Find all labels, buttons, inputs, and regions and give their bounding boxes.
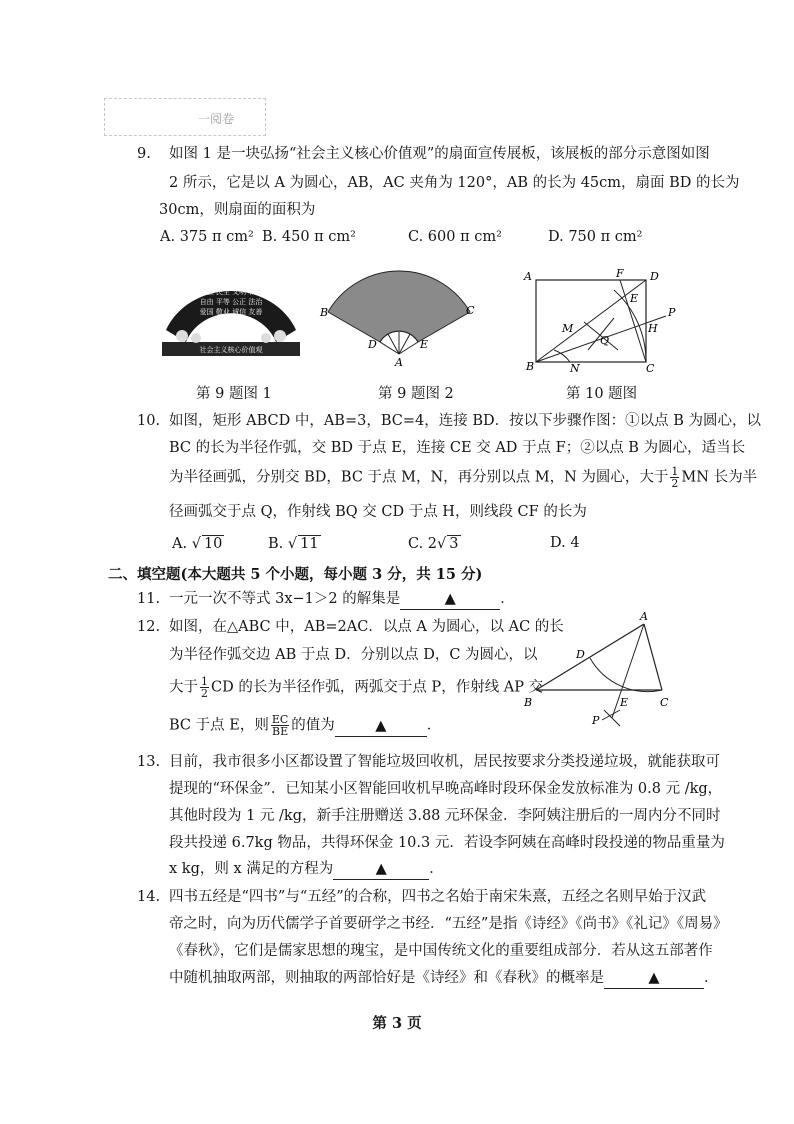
q10-fraction: $\frac{1}{2}$ xyxy=(671,465,679,490)
q12-label-a: A xyxy=(640,610,648,623)
q10-option-d: D. 4 xyxy=(550,535,580,551)
q14-line-2: 帝之时，向为历代儒学子首要研学之书经．“五经”是指《诗经》《尚书》《礼记》《周易》 xyxy=(169,916,728,932)
q9-line-2: 2 所示，它是以 A 为圆心，AB，AC 夹角为 120°，AB 的长为 45cm，扇面 BD 的长为 xyxy=(169,175,740,191)
fig1-banner: 社会主义核心价值观 xyxy=(199,346,263,354)
svg-text:A: A xyxy=(395,356,403,368)
q11-line: 11. 一元一次不等式 3x−1＞2 的解集是 ▲ ． xyxy=(137,589,515,610)
q14-answer-blank[interactable]: ▲ xyxy=(604,968,704,989)
q13-line-4: 段共投递 6.7kg 物品，共得环保金 10.3 元．若设李阿姨在高峰时段投递的物品重量为 xyxy=(169,835,725,851)
q9-line-3: 30cm，则扇面的面积为 xyxy=(159,202,316,218)
svg-text:C: C xyxy=(466,304,475,317)
q14-line-1: 14. 四书五经是“四书”与“五经”的合称，四书之名始于南宋朱熹，五经之名则早始于汉武 xyxy=(137,889,707,905)
q10-label-q: Q xyxy=(600,334,610,347)
q9-line-1: 9. 如图 1 是一块弘扬“社会主义核心价值观”的扇面宣传展板，该展板的部分示意图如图 xyxy=(137,146,710,162)
q9-option-b: B. 450 π cm² xyxy=(262,229,356,245)
q9-figure-1-caption: 第 9 题图 1 xyxy=(196,386,272,402)
q12-line-1: 12. 如图，在△ABC 中，AB=2AC．以点 A 为圆心，以 AC 的长 xyxy=(137,619,564,635)
q10-label-e: E xyxy=(630,292,639,305)
q12-line-3: 大于 $\frac{1}{2}$ CD 的长为半径作弧，两弧交于点 P，作射线 AP 交 xyxy=(169,675,544,700)
q10-option-b: B. √ 11 xyxy=(268,536,319,552)
q12-label-d: D xyxy=(576,648,585,661)
q13-line-1: 13. 目前，我市很多小区都设置了智能垃圾回收机，居民按要求分类投递垃圾，就能获取可 xyxy=(137,754,720,770)
q10-label-d: D xyxy=(650,270,659,283)
q10-label-c: C xyxy=(646,362,655,374)
q11-answer-blank[interactable]: ▲ xyxy=(400,589,500,610)
q12-figure xyxy=(520,606,690,730)
fig1-text-3: 爱国 敬业 诚信 友善 xyxy=(199,308,263,316)
q12-fraction: $\frac{1}{2}$ xyxy=(201,675,208,700)
q10-figure xyxy=(520,266,680,374)
q10-line-1: 10. 如图，矩形 ABCD 中，AB=3，BC=4，连接 BD．按以下步骤作图：①以点 B 为圆心，以 xyxy=(137,413,761,429)
score-stamp-text: 一阅卷 xyxy=(198,112,235,126)
svg-text:B: B xyxy=(320,306,329,319)
q10-line-4: 径画弧交于点 Q，作射线 BQ 交 CD 于点 H，则线段 CF 的长为 xyxy=(169,504,587,520)
q9-figure-2 xyxy=(318,266,482,368)
q10-label-m: M xyxy=(562,322,574,335)
q10-line-3: 为半径画弧，分别交 BD，BC 于点 M，N，再分别以点 M，N 为圆心，大于 $\frac{1}{2}$ MN 长为半 xyxy=(169,465,758,490)
q14-line-4: 中随机抽取两部，则抽取的两部恰好是《诗经》和《春秋》的概率是 ▲ ． xyxy=(169,968,719,989)
q9-option-c: C. 600 π cm² xyxy=(408,229,502,245)
q13-line-2: 提现的“环保金”．已知某小区智能回收机早晚高峰时段环保金发放标准为 0.8 元 /kg， xyxy=(169,781,723,797)
fig1-text-2: 自由 平等 公正 法治 xyxy=(199,298,263,306)
q10-label-p: P xyxy=(668,306,676,319)
q13-answer-blank[interactable]: ▲ xyxy=(333,859,429,880)
q12-line-2: 为半径作弧交边 AB 于点 D．分别以点 D，C 为圆心，以 xyxy=(169,647,538,663)
q12-line-4: BC 于点 E，则 $\frac{EC}{BE}$ 的值为 ▲ ． xyxy=(169,713,442,738)
score-stamp-box xyxy=(104,98,266,136)
q10-figure-caption: 第 10 题图 xyxy=(566,386,638,402)
q13-line-3: 其他时段为 1 元 /kg，新手注册赠送 3.88 元环保金．李阿姨注册后的一周内分不同时 xyxy=(169,808,721,824)
fig1-text-1: 富强 民主 文明 和谐 xyxy=(199,288,263,296)
q10-label-f: F xyxy=(616,267,624,280)
q10-label-h: H xyxy=(648,322,658,335)
q10-option-a: A. √ 10 xyxy=(172,536,223,552)
section-2-title: 二、填空题(本大题共 5 个小题，每小题 3 分，共 15 分) xyxy=(108,566,483,583)
page-number: 第 3 页 xyxy=(372,1015,422,1032)
q14-line-3: 《春秋》，它们是儒家思想的瑰宝，是中国传统文化的重要组成部分．若从这五部著作 xyxy=(169,943,713,959)
q10-label-b: B xyxy=(526,360,535,373)
svg-text:D: D xyxy=(368,338,377,351)
svg-text:E: E xyxy=(420,338,429,351)
q9-option-a: A. 375 π cm² xyxy=(160,229,254,245)
q13-line-5: x kg，则 x 满足的方程为 ▲ ． xyxy=(169,859,444,880)
q12-label-e: E xyxy=(620,696,629,709)
q10-option-c: C. 2√ 3 xyxy=(408,536,459,552)
q9-option-d: D. 750 π cm² xyxy=(548,229,643,245)
q9-figure-2-caption: 第 9 题图 2 xyxy=(378,386,454,402)
q10-line-2: BC 的长为半径作弧，交 BD 于点 E，连接 CE 交 AD 于点 F；②以点 B 为圆心，适当长 xyxy=(169,440,746,456)
q12-label-b: B xyxy=(524,696,533,709)
q12-answer-blank[interactable]: ▲ xyxy=(335,716,427,737)
q12-label-c: C xyxy=(660,696,669,709)
q9-figure-1 xyxy=(158,272,304,358)
q10-label-n: N xyxy=(570,362,580,374)
q10-label-a: A xyxy=(524,270,532,283)
q12-ratio: $\frac{EC}{BE}$ xyxy=(271,713,289,738)
q12-label-p: P xyxy=(592,714,600,727)
